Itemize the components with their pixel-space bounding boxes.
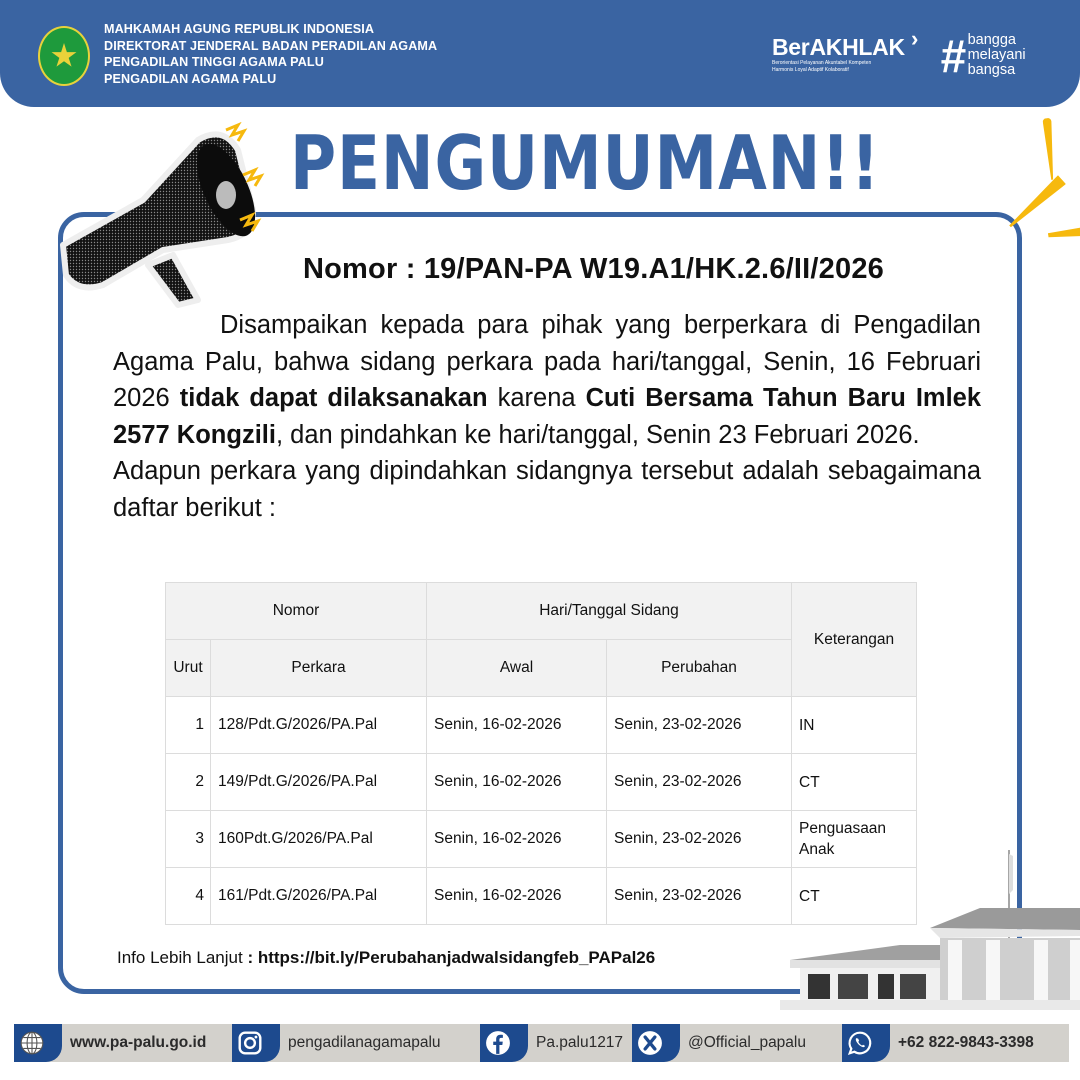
org-line-1: MAHKAMAH AGUNG REPUBLIK INDONESIA (104, 22, 375, 36)
footer-instagram-label: pengadilanagamapalu (288, 1034, 441, 1051)
header-urut: Urut (166, 640, 211, 697)
cell-keterangan: CT (792, 868, 917, 925)
cell-urut: 4 (166, 868, 211, 925)
whatsapp-icon (847, 1030, 873, 1056)
berakhlak-subtitle-1: Berorientasi Pelayanan Akuntabel Kompeten (772, 60, 872, 66)
header-keterangan: Keterangan (792, 583, 917, 697)
cell-awal: Senin, 16-02-2026 (427, 754, 607, 811)
announcement-body (113, 307, 981, 526)
cell-awal: Senin, 16-02-2026 (427, 868, 607, 925)
table-row (166, 754, 917, 811)
instagram-icon (237, 1030, 263, 1056)
org-line-4: PENGADILAN AGAMA PALU (104, 71, 277, 86)
footer-whatsapp[interactable] (842, 1024, 1034, 1062)
berakhlak-subtitle-2: Harmonis Loyal Adaptif Kolaboratif (772, 67, 849, 73)
cell-perubahan: Senin, 23-02-2026 (607, 697, 792, 754)
table-row (166, 697, 917, 754)
facebook-icon (485, 1030, 511, 1056)
megaphone-icon (48, 115, 273, 315)
footer-facebook-label: Pa.palu1217 (536, 1034, 624, 1051)
chevron-right-icon: › (911, 26, 919, 51)
footer-x-label: @Official_papalu (688, 1034, 806, 1051)
header-hari-tanggal: Hari/Tanggal Sidang (427, 583, 792, 640)
paragraph-2: Adapun perkara yang dipindahkan sidangnya tersebut adalah sebagaimana daftar berikut : (113, 457, 981, 522)
cell-keterangan: CT (792, 754, 917, 811)
court-building-image (780, 850, 1080, 1010)
berakhlak-logo (772, 26, 919, 74)
header-perubahan: Perubahan (607, 640, 792, 697)
spark-decoration-icon (1006, 175, 1066, 231)
info-separator: : (242, 948, 258, 967)
cell-urut: 1 (166, 697, 211, 754)
cell-perkara: 160Pdt.G/2026/PA.Pal (211, 811, 427, 868)
footer-x[interactable] (632, 1024, 806, 1062)
cell-perubahan: Senin, 23-02-2026 (607, 754, 792, 811)
cell-perkara: 149/Pdt.G/2026/PA.Pal (211, 754, 427, 811)
cell-keterangan: Penguasaan Anak (792, 811, 917, 868)
bangga-melayani-bangsa-logo (940, 29, 1026, 82)
page-title: PENGUMUMAN!! (290, 119, 881, 207)
info-label: Info Lebih Lanjut (117, 948, 243, 967)
spark-decoration-icon (1042, 118, 1056, 181)
bold-not-held: tidak dapat dilaksanakan (179, 384, 488, 412)
x-icon (637, 1030, 663, 1056)
header-awal: Awal (427, 640, 607, 697)
bangga-line-2: melayani (967, 47, 1026, 63)
cell-perkara: 161/Pdt.G/2026/PA.Pal (211, 868, 427, 925)
organization-lines (104, 21, 437, 87)
footer-instagram[interactable] (232, 1024, 441, 1062)
spark-decoration-icon (1048, 226, 1080, 241)
court-logo (38, 26, 90, 86)
header-banner (0, 0, 1080, 107)
globe-icon (19, 1030, 45, 1056)
cell-urut: 2 (166, 754, 211, 811)
footer-website[interactable] (14, 1024, 206, 1062)
cell-urut: 3 (166, 811, 211, 868)
bangga-line-1: bangga (967, 32, 1016, 48)
cell-perubahan: Senin, 23-02-2026 (607, 811, 792, 868)
paragraph-1: Disampaikan kepada para pihak yang berperkara di Pengadilan Agama Palu, bahwa sidang perkara pada hari/tanggal, Senin, 16 Februari 2026 tidak dapat dilaksanakan karena Cuti Bersama Tahun Baru Imlek 2577 Kongzili, dan pindahkan ke hari/tanggal, Senin 23 Februari 2026. (113, 311, 982, 449)
footer-facebook[interactable] (480, 1024, 623, 1062)
bold-holiday-reason: Cuti Bersama Tahun Baru Imlek 2577 Kongzili (113, 384, 982, 449)
bangga-line-3: bangsa (967, 62, 1016, 78)
header-perkara: Perkara (211, 640, 427, 697)
info-link[interactable]: https://bit.ly/Perubahanjadwalsidangfeb_PAPal26 (257, 948, 656, 967)
announcement-number: Nomor : 19/PAN-PA W19.A1/HK.2.6/II/2026 (303, 253, 884, 285)
cell-awal: Senin, 16-02-2026 (427, 697, 607, 754)
cell-awal: Senin, 16-02-2026 (427, 811, 607, 868)
org-line-2: DIREKTORAT JENDERAL BADAN PERADILAN AGAMA (104, 38, 438, 53)
hashtag-icon: # (940, 29, 966, 82)
info-line (117, 948, 655, 968)
header-nomor: Nomor (166, 583, 427, 640)
footer-whatsapp-label: +62 822-9843-3398 (898, 1034, 1034, 1051)
cell-keterangan: IN (792, 697, 917, 754)
cell-perkara: 128/Pdt.G/2026/PA.Pal (211, 697, 427, 754)
berakhlak-title: BerAKHLAK (772, 34, 905, 60)
org-line-3: PENGADILAN TINGGI AGAMA PALU (104, 55, 324, 69)
star-emblem-icon (51, 43, 77, 69)
footer-website-label: www.pa-palu.go.id (70, 1034, 207, 1051)
cell-perubahan: Senin, 23-02-2026 (607, 868, 792, 925)
